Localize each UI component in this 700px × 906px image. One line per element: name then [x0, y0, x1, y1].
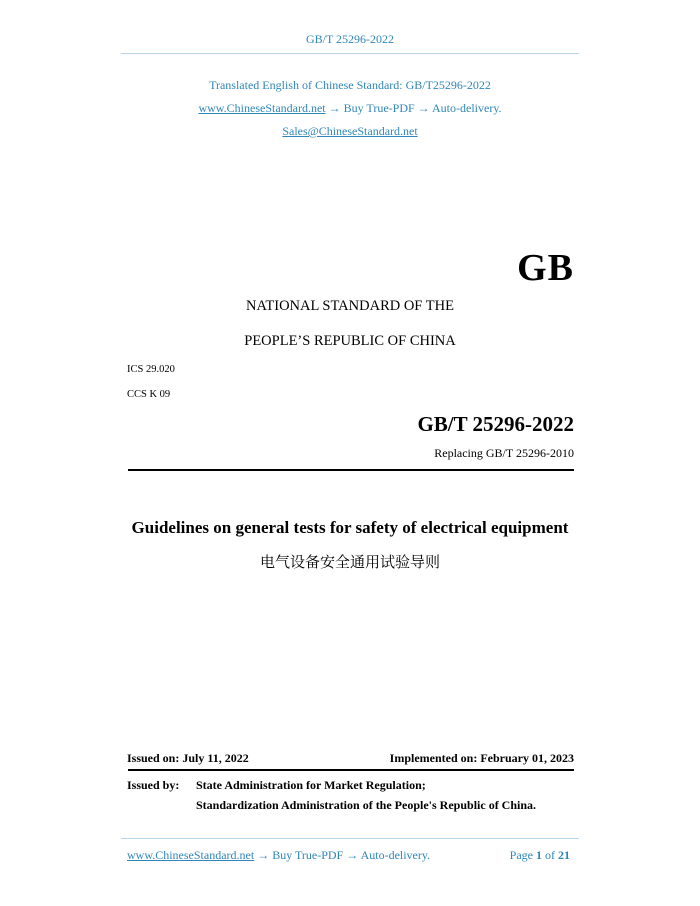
- issued-by-label: Issued by:: [127, 778, 180, 792]
- page-number: 1: [536, 848, 542, 862]
- promo-email-line: [0, 124, 700, 139]
- gb-logo: GB: [517, 247, 574, 289]
- ics-code: ICS 29.020: [127, 364, 175, 375]
- issued-on-date: Issued on: July 11, 2022: [127, 751, 249, 765]
- header-standard-code: GB/T 25296-2022: [305, 32, 395, 46]
- page-total: 21: [558, 848, 570, 862]
- of-label: of: [545, 848, 555, 862]
- header-divider: [121, 53, 579, 54]
- standard-number: GB/T 25296-2022: [417, 412, 574, 436]
- title-chinese: 电气设备安全通用试验导则: [259, 553, 440, 571]
- implemented-on-date: Implemented on: February 01, 2023: [389, 751, 574, 765]
- date-divider: [128, 769, 574, 771]
- promo-buy-text: → Buy True-PDF → Auto-delivery.: [325, 101, 502, 115]
- footer-buy-line: [127, 848, 430, 863]
- number-divider: [128, 469, 574, 471]
- national-standard-line1: NATIONAL STANDARD OF THE: [246, 298, 454, 314]
- issuer-sac: Standardization Administration of the People's Republic of China.: [196, 798, 537, 812]
- promo-site-link[interactable]: www.ChineseStandard.net: [198, 101, 326, 115]
- issuer-samr: State Administration for Market Regulation;: [196, 778, 426, 792]
- page-label: Page: [509, 848, 533, 862]
- promo-buy-line: [0, 101, 700, 116]
- title-english: Guidelines on general tests for safety of electrical equipment: [131, 518, 569, 537]
- replacing-note: Replacing GB/T 25296-2010: [434, 446, 574, 460]
- promo-translation-line: Translated English of Chinese Standard: GB/T25296-2022: [209, 78, 491, 92]
- national-standard-line2: PEOPLE’S REPUBLIC OF CHINA: [244, 333, 456, 349]
- footer-buy-text: → Buy True-PDF → Auto-delivery.: [254, 848, 431, 862]
- promo-email-link[interactable]: Sales@ChineseStandard.net: [282, 124, 418, 138]
- footer-page-indicator: [510, 848, 570, 863]
- footer-site-link[interactable]: www.ChineseStandard.net: [127, 848, 255, 862]
- footer-divider: [121, 838, 579, 839]
- ccs-code: CCS K 09: [127, 389, 171, 400]
